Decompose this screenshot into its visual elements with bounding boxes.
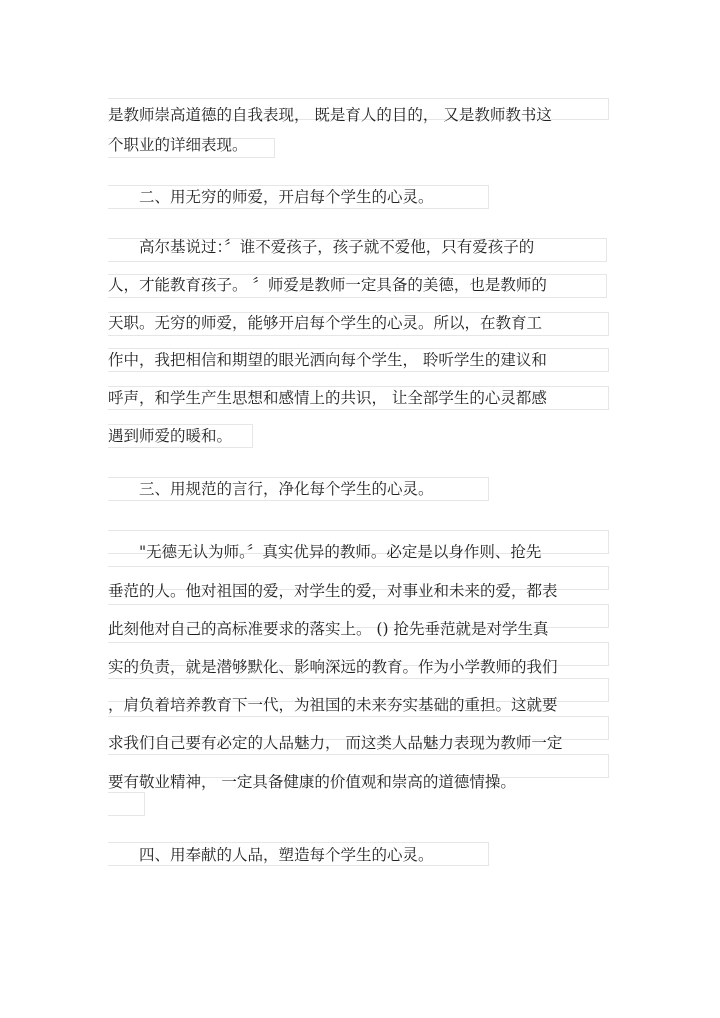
body-line: 是教师崇高道德的自我表现， 既是育人的目的， 又是教师教书这 xyxy=(108,106,552,124)
body-line: 天职。无穷的师爱，能够开启每个学生的心灵。所以，在教育工 xyxy=(108,314,543,332)
body-line: ，肩负着培养教育下一代，为祖国的未来夯实基础的重担。这就要 xyxy=(108,696,558,714)
body-line: 人，才能教育孩子。 〞师爱是教师一定具备的美德，也是教师的 xyxy=(108,276,547,294)
body-line: 高尔基说过：〞谁不爱孩子，孩子就不爱他，只有爱孩子的 xyxy=(108,238,535,256)
body-line: 遇到师爱的暖和。 xyxy=(108,427,233,445)
body-line: 个职业的详细表现。 xyxy=(108,136,248,154)
body-line: 垂范的人。他对祖国的爱，对学生的爱，对事业和未来的爱，都表 xyxy=(108,582,558,600)
section-heading-4: 四、用奉献的人品，塑造每个学生的心灵。 xyxy=(108,846,434,864)
body-line: 实的负责，就是潜够默化、影响深远的教育。作为小学教师的我们 xyxy=(108,658,558,676)
body-line: 要有敬业精神， 一定具备健康的价值观和崇高的道德情操。 xyxy=(108,773,516,791)
scan-border xyxy=(108,792,145,816)
body-line: 此刻他对自己的高标准要求的落实上。 () 抢先垂范就是对学生真 xyxy=(108,620,549,638)
body-line: "无德无认为师。〞真实优异的教师。必定是以身作则、抢先 xyxy=(108,543,542,561)
body-line: 求我们自己要有必定的人品魅力， 而这类人品魅力表现为教师一定 xyxy=(108,734,563,752)
body-line: 作中，我把相信和期望的眼光洒向每个学生， 聆听学生的建议和 xyxy=(108,351,547,369)
body-line: 呼声，和学生产生思想和感情上的共识， 让全部学生的心灵都感 xyxy=(108,389,547,407)
section-heading-3: 三、用规范的言行，净化每个学生的心灵。 xyxy=(108,480,434,498)
section-heading-2: 二、用无穷的师爱，开启每个学生的心灵。 xyxy=(108,188,434,206)
